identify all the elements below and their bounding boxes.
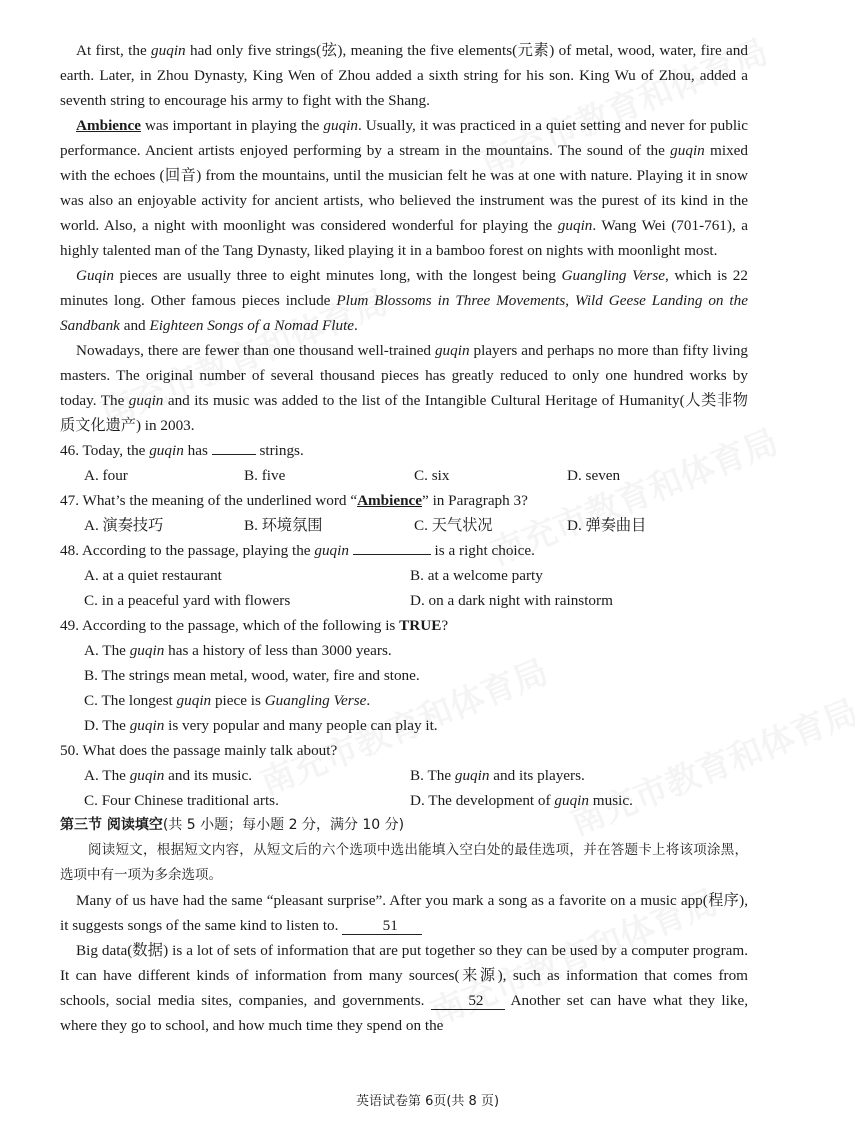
q48-stem: 48. According to the passage, playing the — [60, 542, 315, 559]
exam-page — [60, 38, 748, 1038]
question-46 — [60, 438, 748, 463]
q48-options-row2 — [60, 588, 748, 613]
q48-italic: guqin — [314, 542, 349, 559]
question-48 — [60, 538, 748, 563]
q47-stem-b: ” in Paragraph 3? — [422, 492, 528, 509]
passage-paragraph-4: Guqin pieces are usually three to eight minutes long, with the longest being Guangling Verse, which is 22 minutes long. Other famous pieces include Plum Blossoms in Three Movements, Wild Geese Landing on the Sandbank and Eighteen Songs of a Nomad Flute. — [60, 267, 748, 334]
q46-options — [60, 463, 748, 488]
q46-stem-b: has — [183, 442, 208, 459]
q49-option-a[interactable]: A. The guqin has a history of less than 3000 years. — [84, 642, 392, 659]
question-50: 50. What does the passage mainly talk about? — [60, 742, 338, 759]
blank-52[interactable]: 52 — [431, 993, 505, 1010]
passage-paragraph-3 — [60, 113, 748, 263]
q48-option-b[interactable]: B. at a welcome party — [410, 567, 543, 584]
q47-option-a[interactable]: A. 演奏技巧 — [84, 517, 164, 534]
cloze-paragraph-2 — [60, 938, 748, 1038]
q50-options-row2 — [60, 788, 748, 813]
q50-option-c[interactable]: C. Four Chinese traditional arts. — [84, 792, 279, 809]
q46-stem-c: strings. — [255, 442, 304, 459]
q47-stem: 47. What’s the meaning of the underlined word “ — [60, 492, 358, 509]
q49-option-b[interactable]: B. The strings mean metal, wood, water, fire and stone. — [84, 667, 420, 684]
q48-stem-b: is a right choice. — [430, 542, 535, 559]
q50-option-d[interactable]: D. The development of guqin music. — [410, 792, 633, 809]
cloze-p2-text-b: Another set can have what they like, where they go to school, and how much time they spend on the — [60, 992, 748, 1034]
q46-italic: guqin — [149, 442, 184, 459]
q49-option-c[interactable]: C. The longest guqin piece is Guangling Verse. — [84, 692, 371, 709]
section-3-heading — [60, 813, 748, 838]
underlined-word: Ambience — [76, 117, 141, 134]
section-3-note: (共 5 小题；每小题 2 分，满分 10 分) — [162, 817, 405, 833]
q47-option-d[interactable]: D. 弹奏曲目 — [567, 517, 647, 534]
cloze-p1-text: Many of us have had the same “pleasant surprise”. After you mark a song as a favorite on a music app(程序), it suggests songs of the same kind to listen to. — [60, 892, 748, 934]
section-3-title: 第三节 阅读填空 — [60, 817, 163, 833]
q50-option-b[interactable]: B. The guqin and its players. — [410, 767, 585, 784]
page-footer: 英语试卷第 6页(共 8 页) — [355, 1094, 500, 1109]
q46-option-d[interactable]: D. seven — [567, 467, 621, 484]
cloze-p2-text-a: Big data(数据) is a lot of sets of information that are put together so they can be used by a computer program. It can have different kinds of information from many sources(来源), such as information that comes from schools, social media sites, companies, and governments. — [60, 942, 748, 1009]
passage-paragraph-2: At first, the guqin had only five strings(弦), meaning the five elements(元素) of metal, wood, water, fire and earth. Later, in Zhou Dynasty, King Wen of Zhou added a sixth string for his son. King Wu of Zhou, added a seventh string to encourage his army to fight with the Shang. — [60, 42, 748, 109]
cloze-paragraph-1 — [60, 888, 748, 938]
q48-blank — [353, 540, 431, 555]
q49-stem: 49. According to the passage, which of the following is — [60, 617, 400, 634]
q48-option-a[interactable]: A. at a quiet restaurant — [84, 567, 222, 584]
q46-option-c[interactable]: C. six — [414, 467, 450, 484]
paragraph-3-text: was important in playing the guqin. Usually, it was practiced in a quiet setting and never for public performance. Ancient artists enjoyed performing by a stream in the mountains. The sound of the guqin mixed with the echoes (回音) from the mountains, until the musician felt he was at one with nature. Playing it in snow was also an enjoyable activity for ancient artists, who believed the instrument was the purest of its kind in the world. Also, a night with moonlight was considered wonderful for playing the guqin. Wang Wei (701-761), a highly talented man of the Tang Dynasty, liked playing it in a bamboo forest on nights with moonlight most. — [60, 117, 748, 259]
q46-option-a[interactable]: A. four — [84, 467, 128, 484]
q50-option-a[interactable]: A. The guqin and its music. — [84, 767, 253, 784]
q46-blank — [212, 440, 256, 455]
q50-options-row1 — [60, 763, 748, 788]
blank-51[interactable]: 51 — [342, 918, 422, 935]
q48-option-d[interactable]: D. on a dark night with rainstorm — [410, 592, 613, 609]
question-49 — [60, 613, 748, 638]
section-3-instructions: 阅读短文，根据短文内容，从短文后的六个选项中选出能填入空白处的最佳选项，并在答题卡上将该项涂黑，选项中有一项为多余选项。 — [60, 842, 748, 883]
passage-paragraph-5: Nowadays, there are fewer than one thousand well-trained guqin players and perhaps no more than fifty living masters. The original number of several thousand pieces has greatly reduced to only one hundred works by today. The guqin and its music was added to the list of the Intangible Cultural Heritage of Humanity(人类非物质文化遗产) in 2003. — [60, 342, 748, 434]
q47-word: Ambience — [357, 492, 423, 509]
q49-stem-b: ? — [441, 617, 449, 634]
question-47 — [60, 488, 748, 513]
q49-bold: TRUE — [399, 617, 442, 634]
q47-option-c[interactable]: C. 天气状况 — [414, 517, 493, 534]
q46-stem: 46. Today, the — [60, 442, 150, 459]
q48-option-c[interactable]: C. in a peaceful yard with flowers — [84, 592, 291, 609]
q48-options-row1 — [60, 563, 748, 588]
q49-option-d[interactable]: D. The guqin is very popular and many people can play it. — [84, 717, 438, 734]
q47-options — [60, 513, 748, 538]
q47-option-b[interactable]: B. 环境氛围 — [244, 517, 323, 534]
q46-option-b[interactable]: B. five — [244, 467, 286, 484]
